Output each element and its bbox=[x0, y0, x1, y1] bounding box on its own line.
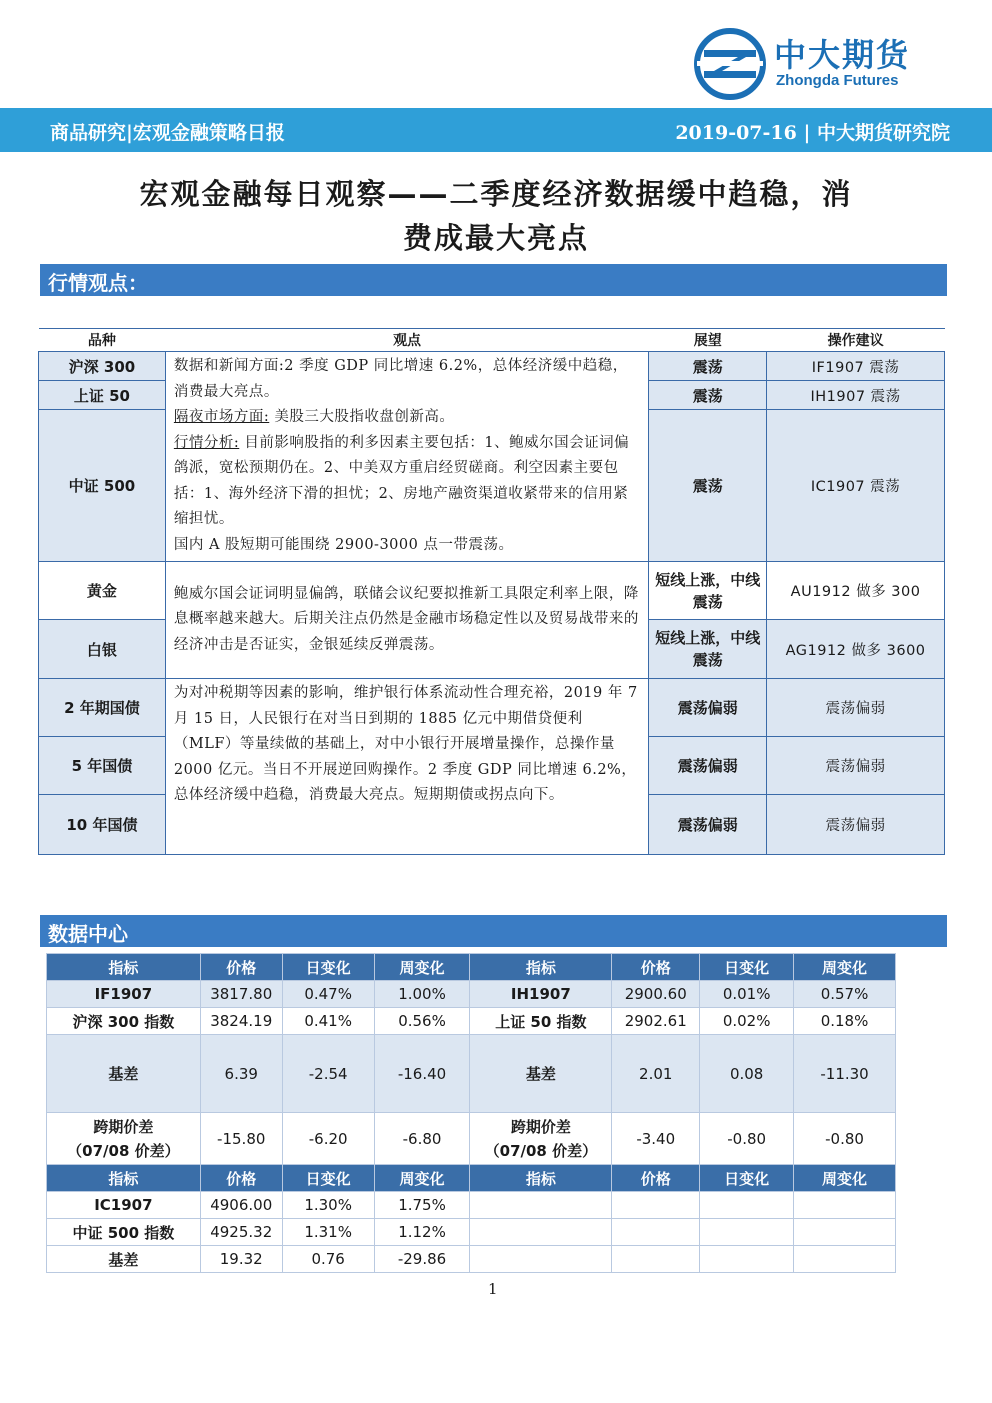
price: -3.40 bbox=[612, 1113, 700, 1165]
table-row bbox=[47, 1192, 896, 1219]
weekly-change: -6.80 bbox=[374, 1113, 470, 1165]
column-header: 日变化 bbox=[282, 954, 374, 981]
advice: 震荡偏弱 bbox=[767, 679, 945, 737]
outlook: 短线上涨，中线震荡 bbox=[649, 562, 767, 620]
indicator-name: 上证 50 指数 bbox=[470, 1008, 612, 1035]
outlook: 震荡偏弱 bbox=[649, 737, 767, 795]
daily-change: 1.31% bbox=[282, 1219, 374, 1246]
price: 2902.61 bbox=[612, 1008, 700, 1035]
price: 6.39 bbox=[200, 1035, 282, 1113]
table-row bbox=[47, 1008, 896, 1035]
weekly-change: -29.86 bbox=[374, 1246, 470, 1273]
table-row bbox=[47, 1113, 896, 1165]
report-header-bar bbox=[0, 108, 992, 152]
indicator-name: IH1907 bbox=[470, 981, 612, 1008]
empty-cell bbox=[612, 1219, 700, 1246]
weekly-change: 0.18% bbox=[794, 1008, 896, 1035]
product-name: 沪深 300 bbox=[39, 352, 166, 381]
company-logo bbox=[692, 22, 942, 102]
column-header: 周变化 bbox=[374, 954, 470, 981]
empty-cell bbox=[794, 1192, 896, 1219]
document-title bbox=[40, 172, 952, 260]
column-header: 价格 bbox=[612, 1165, 700, 1192]
outlook: 震荡 bbox=[649, 410, 767, 562]
indicator-name-line: 跨期价差 bbox=[93, 1117, 154, 1136]
price: -15.80 bbox=[200, 1113, 282, 1165]
indicator-name: 基差 bbox=[470, 1035, 612, 1113]
daily-change: -6.20 bbox=[282, 1113, 374, 1165]
weekly-change: -11.30 bbox=[794, 1035, 896, 1113]
outlook: 震荡 bbox=[649, 352, 767, 381]
indicator-name: 沪深 300 指数 bbox=[47, 1008, 201, 1035]
indicator-name: 中证 500 指数 bbox=[47, 1219, 201, 1246]
empty-cell bbox=[612, 1246, 700, 1273]
daily-change: 1.30% bbox=[282, 1192, 374, 1219]
table-header-row bbox=[47, 954, 896, 981]
view-label: 隔夜市场方面: bbox=[173, 409, 270, 425]
indicator-name: 基差 bbox=[47, 1246, 201, 1273]
column-header: 日变化 bbox=[700, 954, 794, 981]
product-name: 白银 bbox=[39, 620, 166, 679]
table-row bbox=[47, 981, 896, 1008]
advice: IH1907 震荡 bbox=[767, 381, 945, 410]
column-header: 价格 bbox=[200, 1165, 282, 1192]
zhongda-logo-icon bbox=[692, 26, 768, 102]
table-header-row bbox=[47, 1165, 896, 1192]
empty-cell bbox=[700, 1192, 794, 1219]
daily-change: 0.41% bbox=[282, 1008, 374, 1035]
view-text: 2 季度 GDP 同比增速 6.2%，总体经济缓中趋稳，消费最大亮点。 bbox=[173, 358, 628, 400]
view-label: 数据和新闻方面: bbox=[173, 358, 285, 374]
weekly-change: 0.57% bbox=[794, 981, 896, 1008]
daily-change: -2.54 bbox=[282, 1035, 374, 1113]
indicator-name-line: 跨期价差 bbox=[510, 1117, 571, 1136]
precious-metals-view: 鲍威尔国会证词明显偏鸽，联储会议纪要拟推新工具限定利率上限，降息概率越来越大。后期关注点仍然是金融市场稳定性以及贸易战带来的经济冲击是否证实，金银延续反弹震荡。 bbox=[165, 562, 648, 679]
column-header: 价格 bbox=[200, 954, 282, 981]
empty-cell bbox=[700, 1219, 794, 1246]
table-row bbox=[47, 1246, 896, 1273]
price: 2.01 bbox=[612, 1035, 700, 1113]
indicator-name bbox=[470, 1113, 612, 1165]
column-header: 展望 bbox=[649, 329, 767, 352]
advice: AU1912 做多 300 bbox=[767, 562, 945, 620]
treasury-bond-view: 为对冲税期等因素的影响，维护银行体系流动性合理充裕，2019 年 7 月 15 日，人民银行在对当日到期的 1885 亿元中期借贷便利（MLF）等量续做的基础上，对中小银行开展增量操作，总操作量 2000 亿元。当日不开展逆回购操作。2 季度 GDP 同比增速 6.2%，总体经济缓中趋稳，消费最大亮点。短期期债或拐点向下。 bbox=[165, 679, 648, 855]
report-date-institute: 2019-07-16 | 中大期货研究院 bbox=[675, 122, 950, 144]
advice: IF1907 震荡 bbox=[767, 352, 945, 381]
logo-text-cn: 中大期货 bbox=[774, 36, 911, 74]
daily-change: 0.02% bbox=[700, 1008, 794, 1035]
title-line-1: 宏观金融每日观察——二季度经济数据缓中趋稳，消 bbox=[139, 177, 853, 211]
weekly-change: 1.12% bbox=[374, 1219, 470, 1246]
price: 4906.00 bbox=[200, 1192, 282, 1219]
empty-cell bbox=[470, 1192, 612, 1219]
product-name: 中证 500 bbox=[39, 410, 166, 562]
stock-index-view bbox=[165, 352, 648, 562]
outlook: 震荡偏弱 bbox=[649, 795, 767, 855]
column-header: 周变化 bbox=[794, 1165, 896, 1192]
column-header: 指标 bbox=[47, 954, 201, 981]
weekly-change: 1.75% bbox=[374, 1192, 470, 1219]
advice: AG1912 做多 3600 bbox=[767, 620, 945, 679]
column-header: 日变化 bbox=[700, 1165, 794, 1192]
daily-change: 0.47% bbox=[282, 981, 374, 1008]
report-category: 商品研究|宏观金融策略日报 bbox=[50, 122, 285, 144]
section-heading-market-view: 行情观点： bbox=[40, 264, 947, 296]
title-line-2: 费成最大亮点 bbox=[402, 221, 589, 255]
table-row bbox=[39, 562, 945, 620]
empty-cell bbox=[794, 1219, 896, 1246]
price: 19.32 bbox=[200, 1246, 282, 1273]
daily-change: 0.76 bbox=[282, 1246, 374, 1273]
view-text: 目前影响股指的利多因素主要包括：1、鲍威尔国会证词偏鸽派，宽松预期仍在。2、中美双方重启经贸磋商。利空因素主要包括：1、海外经济下滑的担忧；2、房地产融资渠道收紧带来的信用紧缩担忧。 bbox=[173, 434, 630, 527]
price: 3817.80 bbox=[200, 981, 282, 1008]
table-row bbox=[47, 1219, 896, 1246]
indicator-name-line: （07/08 价差） bbox=[484, 1141, 598, 1160]
empty-cell bbox=[470, 1219, 612, 1246]
market-view-table bbox=[38, 328, 945, 855]
price: 3824.19 bbox=[200, 1008, 282, 1035]
indicator-name: IF1907 bbox=[47, 981, 201, 1008]
view-text: 国内 A 股短期可能围绕 2900-3000 点一带震荡。 bbox=[173, 536, 514, 553]
logo-text-en: Zhongda Futures bbox=[776, 72, 899, 89]
empty-cell bbox=[700, 1246, 794, 1273]
weekly-change: -0.80 bbox=[794, 1113, 896, 1165]
advice: 震荡偏弱 bbox=[767, 795, 945, 855]
product-name: 5 年国债 bbox=[39, 737, 166, 795]
indicator-name: 基差 bbox=[47, 1035, 201, 1113]
column-header: 操作建议 bbox=[767, 329, 945, 352]
column-header: 观点 bbox=[165, 329, 648, 352]
column-header: 价格 bbox=[612, 954, 700, 981]
advice: IC1907 震荡 bbox=[767, 410, 945, 562]
price: 2900.60 bbox=[612, 981, 700, 1008]
product-name: 黄金 bbox=[39, 562, 166, 620]
indicator-name-line: （07/08 价差） bbox=[67, 1141, 180, 1160]
advice: 震荡偏弱 bbox=[767, 737, 945, 795]
column-header: 指标 bbox=[47, 1165, 201, 1192]
table-row bbox=[47, 1035, 896, 1113]
product-name: 10 年国债 bbox=[39, 795, 166, 855]
weekly-change: 0.56% bbox=[374, 1008, 470, 1035]
column-header: 日变化 bbox=[282, 1165, 374, 1192]
column-header: 周变化 bbox=[794, 954, 896, 981]
table-header-row bbox=[39, 329, 945, 352]
outlook: 短线上涨，中线震荡 bbox=[649, 620, 767, 679]
table-row bbox=[39, 352, 945, 381]
daily-change: -0.80 bbox=[700, 1113, 794, 1165]
indicator-name: IC1907 bbox=[47, 1192, 201, 1219]
price: 4925.32 bbox=[200, 1219, 282, 1246]
daily-change: 0.01% bbox=[700, 981, 794, 1008]
outlook: 震荡 bbox=[649, 381, 767, 410]
product-name: 2 年期国债 bbox=[39, 679, 166, 737]
weekly-change: 1.00% bbox=[374, 981, 470, 1008]
column-header: 周变化 bbox=[374, 1165, 470, 1192]
empty-cell bbox=[612, 1192, 700, 1219]
section-heading-data-center: 数据中心 bbox=[40, 915, 947, 947]
empty-cell bbox=[470, 1246, 612, 1273]
weekly-change: -16.40 bbox=[374, 1035, 470, 1113]
column-header: 品种 bbox=[39, 329, 166, 352]
page-number: 1 bbox=[488, 1280, 498, 1298]
outlook: 震荡偏弱 bbox=[649, 679, 767, 737]
view-text: 美股三大股指收盘创新高。 bbox=[269, 409, 455, 425]
column-header: 指标 bbox=[470, 954, 612, 981]
indicator-name bbox=[47, 1113, 201, 1165]
table-row bbox=[39, 679, 945, 737]
empty-cell bbox=[794, 1246, 896, 1273]
product-name: 上证 50 bbox=[39, 381, 166, 410]
data-center-table bbox=[46, 953, 896, 1273]
daily-change: 0.08 bbox=[700, 1035, 794, 1113]
column-header: 指标 bbox=[470, 1165, 612, 1192]
view-label: 行情分析: bbox=[173, 434, 240, 451]
